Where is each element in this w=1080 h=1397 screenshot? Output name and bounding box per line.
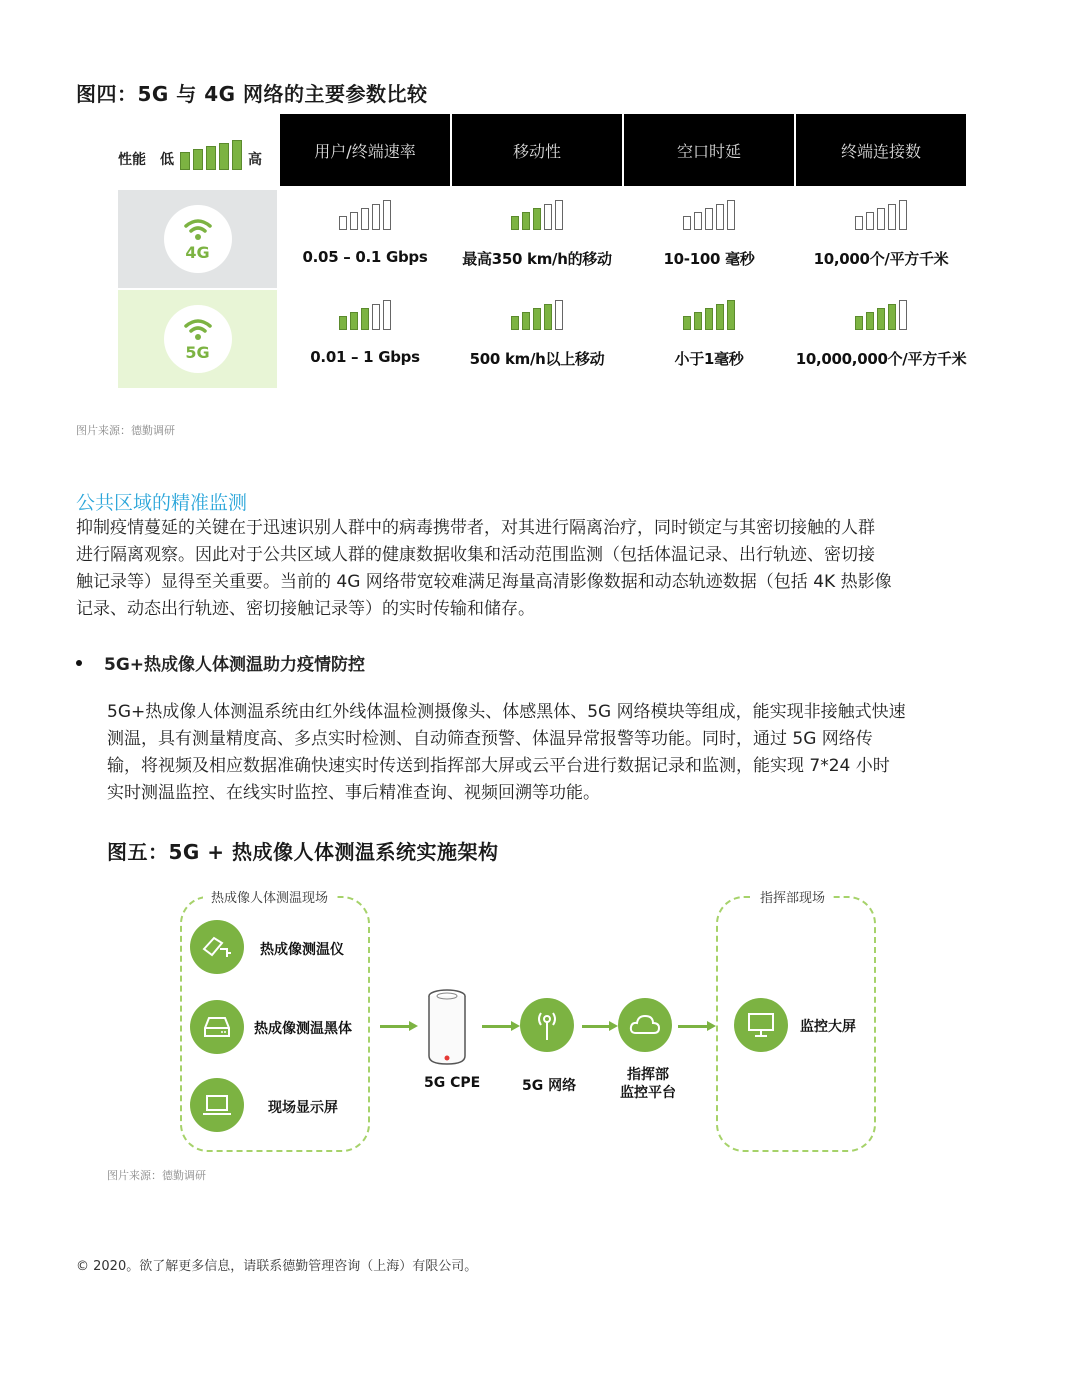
column-header-rate: 用户/终端速率 bbox=[280, 114, 450, 186]
cell-value: 10,000个/平方千米 bbox=[813, 250, 949, 268]
thermal-camera-icon bbox=[190, 920, 244, 974]
signal-bars-icon bbox=[511, 196, 563, 230]
row-label-4g bbox=[118, 190, 277, 288]
wifi-icon bbox=[183, 217, 213, 241]
paragraph-line: 抑制疫情蔓延的关键在于迅速识别人群中的病毒携带者，对其进行隔离治疗，同时锁定与其密切接触的人群 bbox=[76, 518, 875, 538]
paragraph-line: 5G+热成像人体测温系统由红外线体温检测摄像头、体感黑体、5G 网络模块等组成，能实现非接触式快速 bbox=[107, 702, 906, 722]
label-line: 指挥部 bbox=[627, 1067, 669, 1083]
arrow-icon bbox=[582, 1025, 610, 1028]
signal-bars-icon bbox=[683, 296, 735, 330]
site-box-label: 热成像人体测温现场 bbox=[203, 887, 336, 906]
figure4-source: 图片来源：德勤调研 bbox=[76, 424, 175, 437]
bullet-title: 5G+热成像人体测温助力疫情防控 bbox=[104, 655, 366, 675]
antenna-icon bbox=[520, 998, 574, 1052]
site-item-label: 热成像测温黑体 bbox=[254, 1021, 352, 1037]
cpe-router-icon bbox=[425, 988, 469, 1072]
flow-label-network: 5G 网络 bbox=[522, 1078, 577, 1094]
signal-bars-icon bbox=[855, 196, 907, 230]
cell-value: 小于1毫秒 bbox=[674, 350, 744, 368]
table-cell bbox=[796, 296, 966, 369]
cloud-icon bbox=[618, 998, 672, 1052]
signal-bars-icon bbox=[511, 296, 563, 330]
signal-bars-icon bbox=[339, 296, 391, 330]
performance-legend bbox=[118, 140, 262, 170]
legend-low: 低 bbox=[160, 152, 174, 168]
bullet-icon bbox=[76, 660, 82, 666]
section-title: 公共区域的精准监测 bbox=[76, 492, 248, 514]
cell-value: 10-100 毫秒 bbox=[663, 250, 755, 268]
footer-text: © 2020。欲了解更多信息，请联系德勤管理咨询（上海）有限公司。 bbox=[76, 1259, 478, 1274]
site-item-label: 现场显示屏 bbox=[268, 1100, 338, 1116]
paragraph-line: 测温，具有测量精度高、多点实时检测、自动筛查预警、体温异常报警等功能。同时，通过 5G 网络传 bbox=[107, 729, 873, 749]
paragraph-line: 触记录等）显得至关重要。当前的 4G 网络带宽较难满足海量高清影像数据和动态轨迹数据（包括 4K 热影像 bbox=[76, 572, 892, 592]
bullet-paragraph bbox=[107, 699, 1027, 807]
cell-value: 最高350 km/h的移动 bbox=[462, 250, 612, 268]
5g-badge bbox=[164, 305, 232, 373]
cell-value: 0.01 – 1 Gbps bbox=[310, 348, 420, 366]
section-paragraph bbox=[76, 515, 1016, 623]
cell-value: 10,000,000个/平方千米 bbox=[795, 350, 967, 368]
legend-high: 高 bbox=[248, 152, 262, 168]
paragraph-line: 进行隔离观察。因此对于公共区域人群的健康数据收集和活动范围监测（包括体温记录、出行轨迹、密切接 bbox=[76, 545, 875, 565]
wifi-icon bbox=[183, 317, 213, 341]
row-label-5g bbox=[118, 290, 277, 388]
laptop-icon bbox=[190, 1078, 244, 1132]
label-line: 监控平台 bbox=[620, 1085, 676, 1101]
table-cell bbox=[624, 196, 794, 269]
table-cell bbox=[624, 296, 794, 369]
blackbody-device-icon bbox=[190, 1000, 244, 1054]
flow-label-cpe: 5G CPE bbox=[424, 1075, 481, 1091]
4g-badge bbox=[164, 205, 232, 273]
legend-label: 性能 bbox=[118, 152, 146, 168]
monitor-icon bbox=[734, 998, 788, 1052]
table-cell bbox=[796, 196, 966, 269]
figure4-title: 图四：5G 与 4G 网络的主要参数比较 bbox=[76, 82, 428, 106]
signal-bars-icon bbox=[855, 296, 907, 330]
table-cell bbox=[452, 196, 622, 269]
bullet-heading bbox=[76, 650, 365, 675]
cell-value: 500 km/h以上移动 bbox=[469, 350, 605, 368]
paragraph-line: 记录、动态出行轨迹、密切接触记录等）的实时传输和储存。 bbox=[76, 599, 535, 619]
table-cell bbox=[280, 196, 450, 266]
arrow-icon bbox=[482, 1025, 512, 1028]
paragraph-line: 实时测温监控、在线实时监控、事后精准查询、视频回溯等功能。 bbox=[107, 783, 600, 803]
command-item-label: 监控大屏 bbox=[800, 1019, 856, 1035]
legend-bars-icon bbox=[180, 140, 242, 170]
table-cell bbox=[452, 296, 622, 369]
arrow-icon bbox=[678, 1025, 708, 1028]
flow-label-platform bbox=[620, 1066, 676, 1102]
site-item-label: 热成像测温仪 bbox=[260, 942, 344, 958]
arrow-icon bbox=[380, 1025, 410, 1028]
column-header-mobility: 移动性 bbox=[452, 114, 622, 186]
table-cell bbox=[280, 296, 450, 366]
column-header-connections: 终端连接数 bbox=[796, 114, 966, 186]
figure5-source: 图片来源：德勤调研 bbox=[107, 1169, 206, 1182]
command-box-label: 指挥部现场 bbox=[752, 887, 833, 906]
column-header-latency: 空口时延 bbox=[624, 114, 794, 186]
paragraph-line: 输，将视频及相应数据准确快速实时传送到指挥部大屏或云平台进行数据记录和监测，能实现 7*24 小时 bbox=[107, 756, 890, 776]
row-name-5g: 5G bbox=[185, 342, 210, 362]
signal-bars-icon bbox=[683, 196, 735, 230]
cell-value: 0.05 – 0.1 Gbps bbox=[302, 248, 428, 266]
row-name-4g: 4G bbox=[185, 242, 210, 262]
figure5-title: 图五：5G + 热成像人体测温系统实施架构 bbox=[107, 840, 499, 864]
signal-bars-icon bbox=[339, 196, 391, 230]
